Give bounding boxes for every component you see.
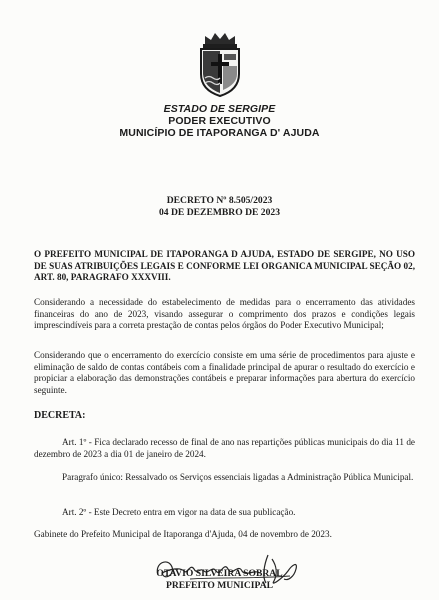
decree-preamble: O PREFEITO MUNICIPAL DE ITAPORANGA D AJUDA, ESTADO DE SERGIPE, NO USO DE SUAS ATRIBUIÇÕES LEGAIS E CONFORME LEI ORGANICA MUNICIPAL SEÇÃO 02, ART. 80, PARAGRAFO XXXVIII. xyxy=(34,249,415,283)
sole-paragraph: Paragrafo único: Ressalvado os Serviços essenciais ligadas a Administração Pública Municipal. xyxy=(62,472,414,482)
considering-paragraph-1: Considerando a necessidade do estabelecimento de medidas para o encerramento das atividades financeiras do ano de 2023, visando assegurar o comprimento dos prazos e condições legais imprescindíveis para a correta prestação de contas pelos órgãos do Poder Executivo Municipal; xyxy=(34,297,415,331)
decree-number: DECRETO Nº 8.505/2023 xyxy=(166,195,273,206)
signatory-name: OTAVIO SILVEIRA SOBRAL xyxy=(156,568,283,579)
signatory-role: PREFEITO MUNICIPAL xyxy=(165,580,274,591)
header-municipality: MUNICÍPIO DE ITAPORANGA D' AJUDA xyxy=(119,127,320,139)
article-2: Art. 2º - Este Decreto entra em vigor na data de sua publicação. xyxy=(62,507,296,517)
closing-line: Gabinete do Prefeito Municipal de Itaporanga d'Ajuda, 04 de novembro de 2023. xyxy=(34,529,332,539)
article-1: Art. 1º - Fica declarado recesso de final de ano nas repartições públicas municipais do dia 11 de dezembro de 2023 a dia 01 de janeiro de 2024. xyxy=(34,437,415,459)
decreta-heading: DECRETA: xyxy=(34,410,86,421)
header-state: ESTADO DE SERGIPE xyxy=(163,103,276,115)
considering-paragraph-2: Considerando que o encerramento do exercício consiste em uma série de procedimentos para ajuste e eliminação de saldo de contas contábeis com a finalidade principal de apurar o resultado do exercício e propiciar a elaboração das demonstrações contábeis e preparar informações para abertura do exercício seguinte. xyxy=(34,350,415,395)
header-branch: PODER EXECUTIVO xyxy=(168,115,271,127)
decree-date: 04 DE DEZEMBRO DE 2023 xyxy=(159,207,280,218)
municipal-coat-of-arms-icon xyxy=(191,30,249,98)
